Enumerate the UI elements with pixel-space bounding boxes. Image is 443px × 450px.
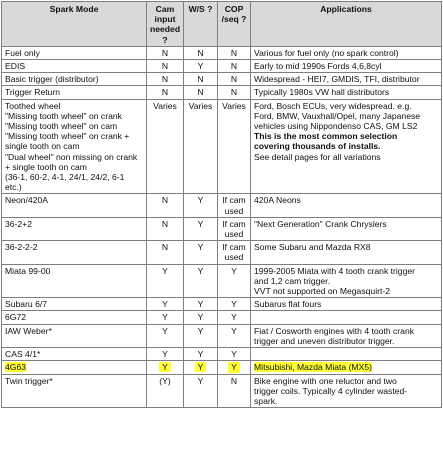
applications-cell: [251, 348, 442, 361]
cam-input-cell-value: N: [161, 195, 169, 206]
cop-cell: [218, 264, 251, 298]
ws-cell-value: N: [197, 74, 204, 85]
spark-mode-text: "Missing tooth wheel" on cam: [5, 121, 118, 132]
ws-cell-value: Y: [197, 375, 204, 386]
cam-input-cell-value: Y: [162, 325, 168, 336]
cam-input-cell-value: Y: [162, 349, 168, 360]
applications-cell: [251, 194, 442, 217]
ws-cell-value: Y: [197, 299, 204, 310]
spark-mode-text: Fuel only: [5, 47, 40, 58]
table-row: [2, 348, 442, 361]
cam-input-cell: [147, 348, 184, 361]
applications-cell: [251, 374, 442, 408]
table-row: [2, 86, 442, 99]
cop-value: If cam: [222, 242, 246, 253]
cop-value: N: [230, 87, 238, 98]
cop-cell: [218, 324, 251, 347]
cam-input-cell-value: Y: [162, 265, 168, 276]
cop-value: used: [224, 205, 244, 216]
table-row: [2, 374, 442, 408]
cop-value: Varies: [222, 100, 246, 111]
cop-value: N: [230, 375, 238, 386]
cam-input-cell: [147, 86, 184, 99]
cop-cell: [218, 217, 251, 240]
applications-cell: [251, 264, 442, 298]
header-applications: Applications: [251, 2, 442, 47]
applications-text: Some Subaru and Mazda RX8: [254, 242, 371, 253]
applications-text: 1999-2005 Miata with 4 tooth crank trigger: [254, 265, 415, 276]
ws-cell: [184, 361, 218, 374]
spark-mode-cell: [2, 324, 147, 347]
applications-text: Typically 1980s VW hall distributors: [254, 87, 390, 98]
cop-value: N: [230, 47, 238, 58]
cam-input-cell: [147, 73, 184, 86]
spark-mode-text: "Dual wheel" non missing on crank: [5, 151, 138, 162]
cop-value: used: [224, 229, 244, 240]
table-row: [2, 60, 442, 73]
table-row: [2, 298, 442, 311]
cam-input-cell: [147, 194, 184, 217]
cam-input-cell: [147, 361, 184, 374]
ws-cell: [184, 348, 218, 361]
applications-cell: [251, 217, 442, 240]
applications-cell: [251, 324, 442, 347]
applications-text: spark.: [254, 395, 278, 406]
cam-input-cell: [147, 264, 184, 298]
spark-mode-cell: [2, 217, 147, 240]
applications-text: Subarus flat fours: [254, 299, 322, 310]
spark-mode-cell: [2, 60, 147, 73]
header-cam-input-line: ?: [162, 34, 168, 45]
spark-mode-text: 36-2-2-2: [5, 242, 38, 253]
cop-value: Y: [231, 312, 237, 323]
cop-value: Y: [231, 265, 237, 276]
spark-mode-text: Trigger Return: [5, 87, 61, 98]
applications-text: This is the most common selection: [254, 131, 398, 142]
applications-cell: [251, 99, 442, 194]
applications-text: Fiat / Cosworth engines with 4 tooth crank: [254, 325, 415, 336]
ws-cell: [184, 298, 218, 311]
spark-mode-text: + single tooth on cam: [5, 161, 87, 172]
table-row: [2, 311, 442, 324]
applications-text: Early to mid 1990s Fords 4,6,8cyl: [254, 61, 382, 72]
ws-cell-value: Y: [197, 242, 204, 253]
cam-input-cell-value: Varies: [153, 100, 177, 111]
ws-cell: [184, 60, 218, 73]
cop-cell: [218, 99, 251, 194]
spark-mode-cell: [2, 348, 147, 361]
spark-mode-text: IAW Weber*: [5, 325, 52, 336]
cop-cell: [218, 348, 251, 361]
cop-value: Y: [231, 349, 237, 360]
header-cam-input-line: Cam: [155, 4, 175, 14]
cam-input-cell: [147, 324, 184, 347]
cop-cell: [218, 311, 251, 324]
cam-input-cell: [147, 46, 184, 59]
ws-cell-value: Varies: [188, 100, 213, 111]
cop-cell: [218, 374, 251, 408]
applications-text: "Next Generation" Crank Chryslers: [254, 218, 387, 229]
spark-mode-text: "Missing tooth wheel" on crank: [5, 110, 122, 121]
cam-input-cell-value: Y: [159, 362, 171, 372]
cop-value: Y: [228, 362, 240, 372]
cam-input-cell-value: N: [161, 87, 169, 98]
cam-input-cell-value: N: [161, 218, 169, 229]
spark-mode-text: Basic trigger (distributor): [5, 74, 99, 85]
cam-input-cell-value: N: [161, 74, 169, 85]
ws-cell-value: N: [197, 87, 204, 98]
cop-cell: [218, 73, 251, 86]
ws-cell: [184, 374, 218, 408]
spark-mode-text: CAS 4/1*: [5, 349, 41, 360]
spark-mode-text: 36-2+2: [5, 218, 32, 229]
cop-value: If cam: [222, 218, 246, 229]
cop-cell: [218, 361, 251, 374]
cop-cell: [218, 241, 251, 264]
cam-input-cell: [147, 241, 184, 264]
applications-text: vehicles using Nippondenso CAS, GM LS2: [254, 121, 418, 132]
spark-mode-text: Neon/420A: [5, 195, 49, 206]
cop-cell: [218, 60, 251, 73]
cop-value: N: [230, 74, 238, 85]
applications-text: Various for fuel only (no spark control): [254, 47, 399, 58]
cop-value: Y: [231, 299, 237, 310]
table-body: [2, 46, 442, 407]
applications-text: covering thousands of installs.: [254, 141, 381, 152]
ws-cell: [184, 194, 218, 217]
header-cam-input-line: needed: [150, 24, 181, 35]
cop-value: N: [230, 61, 238, 72]
ws-cell-value: Y: [197, 265, 204, 276]
cop-value: used: [224, 252, 244, 263]
spark-mode-text: Twin trigger*: [5, 375, 53, 386]
header-cop-line: /seq ?: [221, 14, 247, 25]
ws-cell-value: Y: [197, 325, 204, 336]
cam-input-cell: [147, 217, 184, 240]
header-spark-mode: Spark Mode: [2, 2, 147, 47]
ws-cell: [184, 264, 218, 298]
table-row: [2, 73, 442, 86]
applications-text: 420A Neons: [254, 195, 301, 206]
highlight-mark: [5, 362, 26, 372]
cam-input-cell: [147, 311, 184, 324]
cam-input-cell-value: N: [161, 61, 169, 72]
cop-cell: [218, 194, 251, 217]
ws-cell-value: Y: [197, 61, 204, 72]
applications-cell: [251, 73, 442, 86]
cam-input-cell-value: Y: [162, 299, 168, 310]
applications-text: Ford, BMW, Vauxhall/Opel, many Japanese: [254, 110, 421, 121]
ws-cell-value: Y: [195, 362, 207, 372]
spark-mode-text: "Missing tooth wheel" on crank +: [5, 131, 130, 142]
spark-mode-cell: [2, 73, 147, 86]
spark-mode-text: etc.): [5, 182, 22, 193]
table-header-row: [2, 2, 442, 47]
spark-mode-cell: [2, 374, 147, 408]
ws-cell-value: Y: [197, 218, 204, 229]
cop-cell: [218, 298, 251, 311]
applications-cell: [251, 298, 442, 311]
applications-text: trigger and uneven distributor trigger.: [254, 335, 395, 346]
applications-text: trigger coils. Typically 4 cylinder wasted-: [254, 385, 408, 396]
spark-mode-cell: [2, 194, 147, 217]
spark-mode-cell: [2, 241, 147, 264]
ws-cell-value: Y: [197, 195, 204, 206]
applications-cell: [251, 60, 442, 73]
applications-cell: [251, 241, 442, 264]
header-cam-input-line: input: [154, 14, 176, 25]
spark-mode-text: 4G63: [5, 362, 27, 373]
ws-cell: [184, 73, 218, 86]
ws-cell-value: Y: [197, 312, 204, 323]
table-row: [2, 361, 442, 374]
spark-mode-cell: [2, 46, 147, 59]
header-cam-input: [147, 2, 184, 47]
cam-input-cell-value: (Y): [159, 375, 171, 386]
ws-cell: [184, 311, 218, 324]
cam-input-cell-value: Y: [162, 312, 168, 323]
spark-mode-text: (36-1, 60-2, 4-1, 24/1, 24/2, 6-1: [5, 172, 125, 183]
cam-input-cell-value: N: [161, 242, 169, 253]
applications-text: Ford, Bosch ECUs, very widespread. e.g.: [254, 100, 412, 111]
applications-text: and 1,2 cam trigger.: [254, 275, 330, 286]
table-row: [2, 324, 442, 347]
applications-text: Mitsubishi, Mazda Miata (MX5): [254, 362, 372, 373]
table-row: [2, 264, 442, 298]
cam-input-cell: [147, 374, 184, 408]
spark-mode-cell: [2, 264, 147, 298]
table-row: [2, 46, 442, 59]
cop-value: Y: [231, 325, 237, 336]
cam-input-cell: [147, 99, 184, 194]
cam-input-cell: [147, 60, 184, 73]
applications-cell: [251, 46, 442, 59]
ws-cell: [184, 241, 218, 264]
ws-cell-value: N: [197, 47, 204, 58]
cam-input-cell: [147, 298, 184, 311]
ws-cell: [184, 86, 218, 99]
applications-text: See detail pages for all variations: [254, 151, 381, 162]
cop-cell: [218, 86, 251, 99]
ws-cell: [184, 46, 218, 59]
ws-cell-value: Y: [197, 349, 204, 360]
table-row: [2, 194, 442, 217]
table-row: [2, 217, 442, 240]
spark-mode-table: [1, 1, 442, 408]
header-cop: [218, 2, 251, 47]
spark-mode-text: Toothed wheel: [5, 100, 61, 111]
cam-input-cell-value: N: [161, 47, 169, 58]
applications-cell: [251, 86, 442, 99]
table-row: [2, 99, 442, 194]
cop-value: If cam: [222, 195, 246, 206]
spark-mode-cell: [2, 298, 147, 311]
applications-cell: [251, 311, 442, 324]
spark-mode-text: Subaru 6/7: [5, 299, 48, 310]
applications-text: Bike engine with one reluctor and two: [254, 375, 397, 386]
applications-text: VVT not supported on Megasquirt-2: [254, 286, 390, 297]
spark-mode-text: Miata 99-00: [5, 265, 51, 276]
spark-mode-text: EDIS: [5, 61, 26, 72]
applications-cell: [251, 361, 442, 374]
spark-mode-text: 6G72: [5, 312, 27, 323]
ws-cell: [184, 217, 218, 240]
header-cop-line: COP: [224, 4, 244, 14]
applications-text: Widespread - HEI7, GMDIS, TFI, distributor: [254, 74, 420, 85]
spark-mode-text: single tooth on cam: [5, 141, 80, 152]
ws-cell: [184, 99, 218, 194]
spark-mode-cell: [2, 86, 147, 99]
table-row: [2, 241, 442, 264]
header-ws: W/S ?: [184, 2, 218, 47]
cop-cell: [218, 46, 251, 59]
spark-mode-cell: [2, 311, 147, 324]
ws-cell: [184, 324, 218, 347]
spark-mode-cell: [2, 99, 147, 194]
spark-mode-cell: [2, 361, 147, 374]
